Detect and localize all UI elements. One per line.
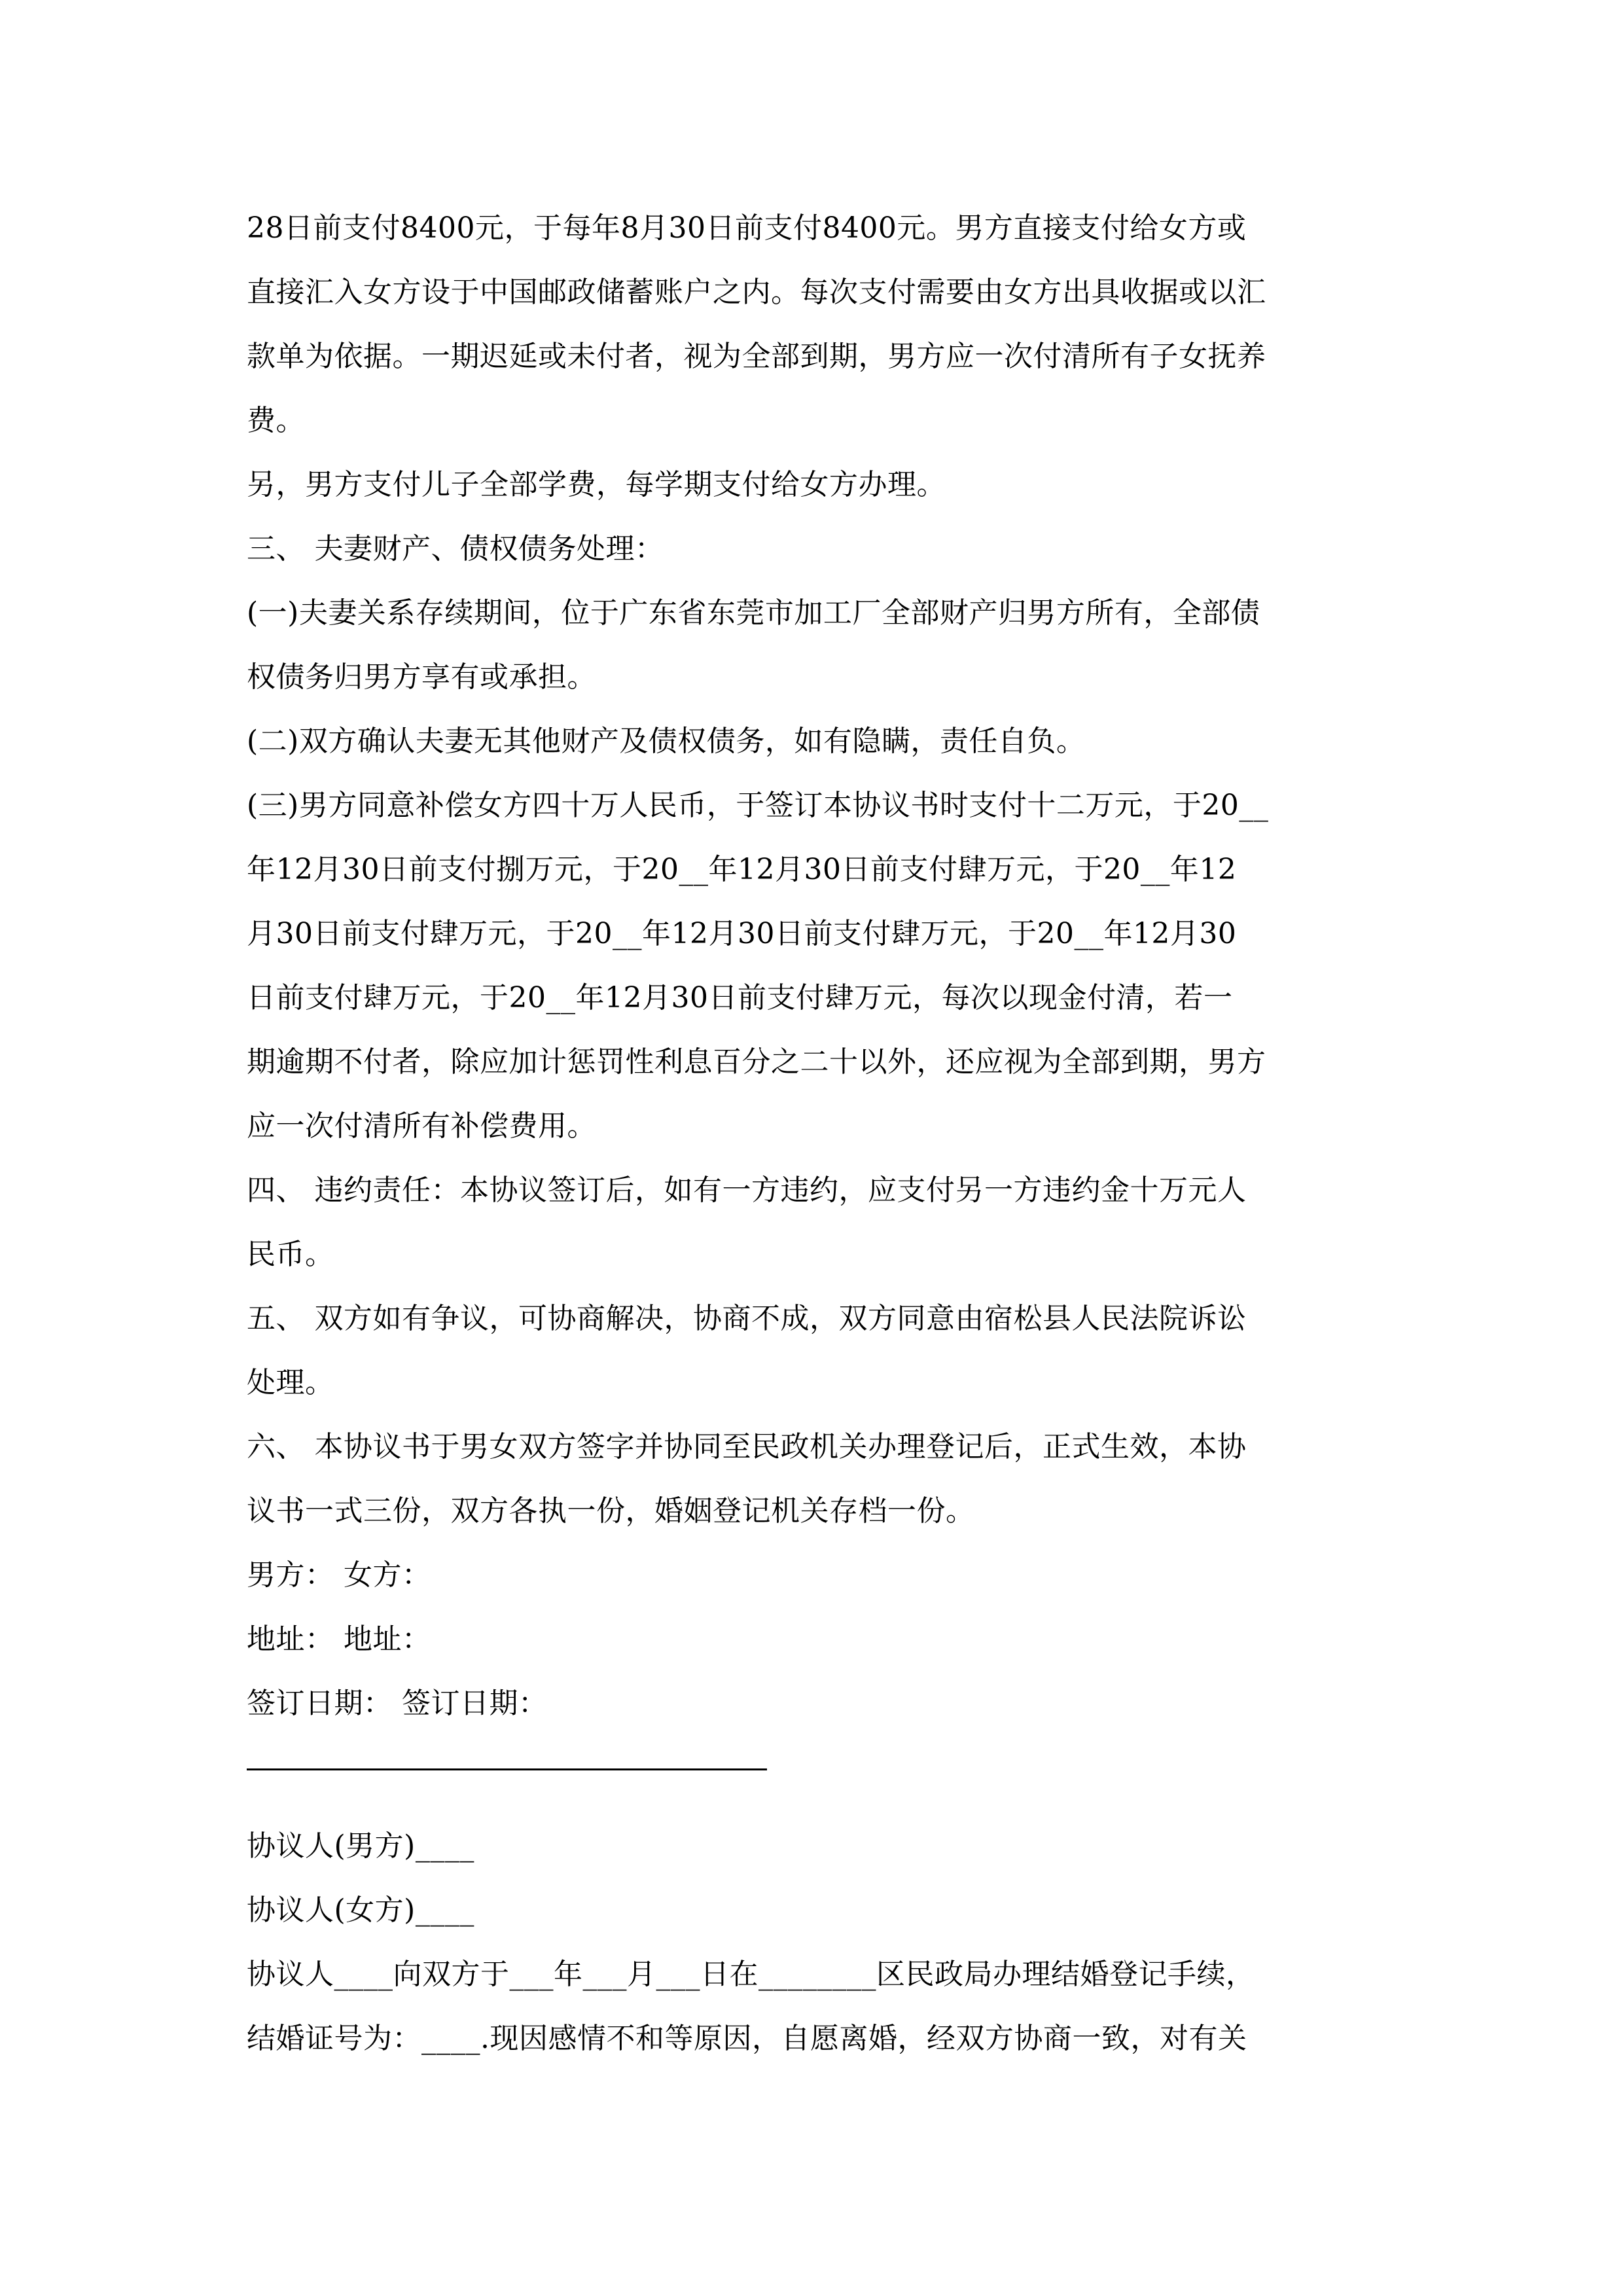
party-male-line: 协议人(男方)____ (247, 1829, 474, 1863)
signature-date-label: 签订日期： 签订日期： (247, 1687, 548, 1720)
separator-rule (247, 1736, 1379, 1800)
section-heading-4: 四、 违约责任：本协议签订后，如有一方违约，应支付另一方违约金十万元人 (247, 1174, 1247, 1207)
party-female-line: 协议人(女方)____ (247, 1893, 474, 1927)
body-line: 款单为依据。一期迟延或未付者，视为全部到期，男方应一次付清所有子女抚养 (247, 340, 1266, 373)
body-line: 费。 (247, 404, 305, 437)
body-line: 处理。 (247, 1366, 334, 1399)
body-line: 28日前支付8400元，于每年8月30日前支付8400元。男方直接支付给女方或 (247, 211, 1247, 245)
body-line: 期逾期不付者，除应加计惩罚性利息百分之二十以外，还应视为全部到期，男方 (247, 1045, 1266, 1079)
body-line: 协议人____向双方于___年___月___日在________区民政局办理结婚登记手续， (247, 1958, 1255, 1991)
spacer (247, 1800, 1379, 1814)
body-line: 另，男方支付儿子全部学费，每学期支付给女方办理。 (247, 468, 946, 501)
section-heading-6: 六、 本协议书于男女双方签字并协同至民政机关办理登记后，正式生效，本协 (247, 1430, 1247, 1463)
body-line: 年12月30日前支付捌万元，于20__年12月30日前支付肆万元，于20__年12 (247, 853, 1237, 886)
separator-line (247, 1768, 767, 1770)
body-line: 日前支付肆万元，于20__年12月30日前支付肆万元，每次以现金付清，若一 (247, 981, 1233, 1014)
document-body (247, 196, 1379, 2071)
body-line: 结婚证号为：____.现因感情不和等原因，自愿离婚，经双方协商一致，对有关 (247, 2022, 1247, 2055)
body-line: (二)双方确认夫妻无其他财产及债权债务，如有隐瞒，责任自负。 (247, 725, 1086, 758)
body-line: (三)男方同意补偿女方四十万人民币，于签订本协议书时支付十二万元，于20__ (247, 789, 1269, 822)
body-line: 权债务归男方享有或承担。 (247, 660, 596, 694)
section-heading-5: 五、 双方如有争议，可协商解决，协商不成，双方同意由宿松县人民法院诉讼 (247, 1302, 1247, 1335)
body-line: (一)夫妻关系存续期间，位于广东省东莞市加工厂全部财产归男方所有，全部债 (247, 596, 1260, 630)
body-line: 应一次付清所有补偿费用。 (247, 1109, 596, 1143)
signature-address-label: 地址： 地址： (247, 1623, 431, 1656)
body-line: 议书一式三份，双方各执一份，婚姻登记机关存档一份。 (247, 1494, 975, 1528)
body-line: 直接汇入女方设于中国邮政储蓄账户之内。每次支付需要由女方出具收据或以汇 (247, 276, 1266, 309)
body-line: 月30日前支付肆万元，于20__年12月30日前支付肆万元，于20__年12月30 (247, 917, 1237, 950)
signature-party-label: 男方： 女方： (247, 1558, 431, 1592)
body-line: 民币。 (247, 1238, 334, 1271)
section-heading-3: 三、 夫妻财产、债权债务处理： (247, 532, 664, 565)
